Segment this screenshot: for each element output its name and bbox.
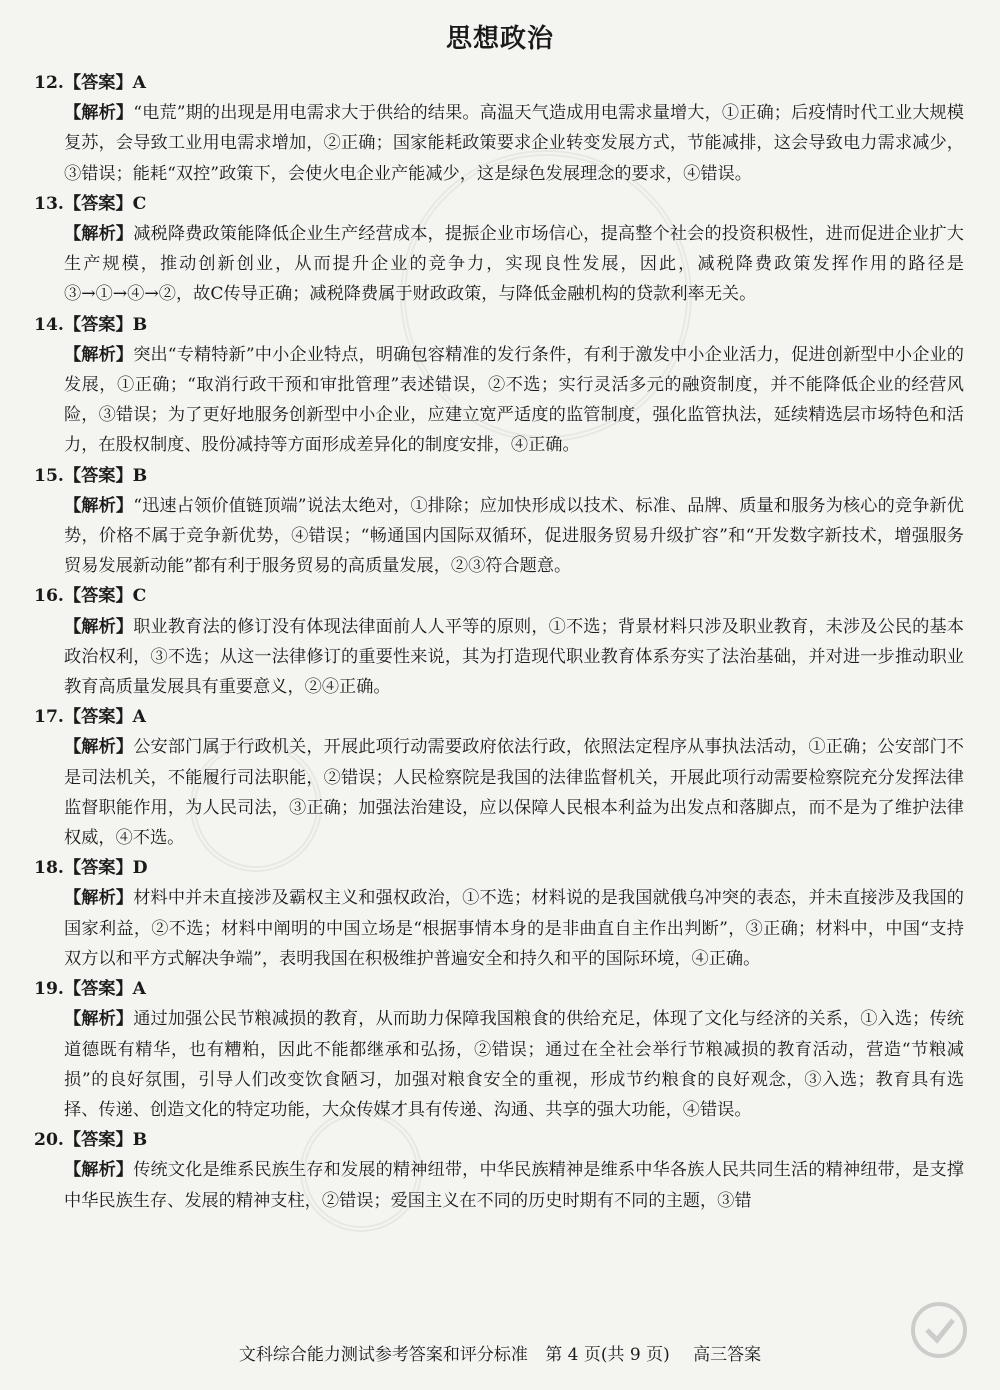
explanation-text: “迅速占领价值链顶端”说法太绝对，①排除；应加快形成以技术、标准、品牌、质量和服务为核心的竞争新优势，价格不属于竞争新优势，④错误；“畅通国内国际双循环，促进服务贸易升级扩容”和“开发数字新技术，增强服务贸易发展新动能”都有利于服务贸易的高质量发展，②③符合题意。 [64,495,964,577]
explanation-label: 【解析】 [64,495,134,516]
question-number: 18. [34,858,64,879]
answer-line [34,702,964,732]
question-number: 20. [34,1130,64,1151]
question-block [34,189,964,310]
answer-label: 【答案】 [63,73,133,93]
answer-label: 【答案】 [63,858,133,879]
answer-label: 【答案】 [63,979,133,1000]
question-number: 14. [34,314,64,335]
answer-label: 【答案】 [63,707,133,728]
answer-value: B [132,314,148,335]
explanation [34,883,964,974]
question-block [34,853,964,974]
explanation-text: 材料中并未直接涉及霸权主义和强权政治，①不选；材料说的是我国就俄乌冲突的表态，并未直接涉及我国的国家利益，②不选；材料中阐明的中国立场是“根据事情本身的是非曲直自主作出判断”，③正确；材料中，中国“支持双方以和平方式解决争端”，表明我国在积极维护普遍安全和持久和平的国际环境，④正确。 [64,888,964,969]
question-number: 12. [34,73,64,93]
answer-value: B [132,1130,148,1151]
explanation-label: 【解析】 [64,616,134,637]
explanation-text: 突出“专精特新”中小企业特点，明确包容精准的发行条件，有利于激发中小企业活力，促进创新型中小企业的发展，①正确；“取消行政干预和审批管理”表述错误，②不选；实行灵活多元的融资制度，并不能降低企业的经营风险，③错误；为了更好地服务创新型中小企业，应建立宽严适度的监管制度，强化监管执法，延续精选层市场特色和活力，在股权制度、股份减持等方面形成差异化的制度安排，④正确。 [64,344,964,456]
answer-label: 【答案】 [63,314,133,335]
answer-value: A [132,73,147,93]
question-number: 17. [34,707,64,728]
explanation [34,1155,964,1215]
explanation [34,340,964,461]
answer-value: A [132,707,147,728]
question-number: 13. [34,193,64,214]
answer-value: B [132,465,148,486]
explanation-label: 【解析】 [64,344,134,365]
answer-list [34,68,964,1216]
answer-value: D [132,858,148,879]
explanation [34,732,964,853]
answer-value: C [132,586,147,607]
question-block [34,974,964,1125]
explanation-text: “电荒”期的出现是用电需求大于供给的结果。高温天气造成用电需求量增大，①正确；后疫情时代工业大规模复苏，会导致工业用电需求增加，②正确；国家能耗政策要求企业转变发展方式，节能减排，这会导致电力需求减少，③错误；能耗“双控”政策下，会使火电企业产能减少，这是绿色发展理念的要求，④错误。 [64,103,964,184]
answer-line [34,189,964,219]
footer-page-info: 第 4 页(共 9 页) [545,1345,670,1365]
explanation-text: 传统文化是维系民族生存和发展的精神纽带，中华民族精神是维系中华各族人民共同生活的精神纽带，是支撑中华民族生存、发展的精神支柱，②错误；爱国主义在不同的历史时期有不同的主题，③错 [64,1160,964,1211]
corner-logo-icon [904,1300,974,1380]
explanation-text: 减税降费政策能降低企业生产经营成本，提振企业市场信心，提高整个社会的投资积极性，进而促进企业扩大生产规模，推动创新创业，从而提升企业的竞争力，实现良性发展，因此，减税降费政策发挥作用的路径是③→①→④→②，故C传导正确；减税降费属于财政政策，与降低金融机构的贷款利率无关。 [64,224,964,305]
answer-label: 【答案】 [63,193,133,214]
explanation-text: 公安部门属于行政机关，开展此项行动需要政府依法行政，依照法定程序从事执法活动，①正确；公安部门不是司法机关，不能履行司法职能，②错误；人民检察院是我国的法律监督机关，开展此项行动需要检察院充分发挥法律监督职能作用，为人民司法，③正确；加强法治建设，应以保障人民根本利益为出发点和落脚点，而不是为了维护法律权威，④不选。 [64,737,964,849]
explanation-label: 【解析】 [64,1160,134,1181]
answer-label: 【答案】 [63,586,133,607]
answer-label: 【答案】 [63,465,133,486]
question-block [34,461,964,582]
answer-line [34,581,964,611]
answer-line [34,461,964,491]
answer-line [34,1125,964,1155]
answer-line [34,310,964,340]
answer-line [34,853,964,883]
answer-line [34,68,964,98]
explanation [34,219,964,310]
answer-value: C [132,193,147,214]
question-block [34,1125,964,1216]
question-number: 15. [34,465,64,486]
explanation-text: 通过加强公民节粮减损的教育，从而助力保障我国粮食的供给充足，体现了文化与经济的关系，①入选；传统道德既有精华，也有糟粕，因此不能都继承和弘扬，②错误；通过在全社会举行节粮减损的教育活动，营造“节粮减损”的良好氛围，引导人们改变饮食陋习，加强对粮食安全的重视，形成节约粮食的良好观念，③入选；教育具有选择、传递、创造文化的特定功能，大众传媒才具有传递、沟通、共享的强大功能，④错误。 [64,1009,964,1120]
explanation-text: 职业教育法的修订没有体现法律面前人人平等的原则，①不选；背景材料只涉及职业教育，未涉及公民的基本政治权利，③不选；从这一法律修订的重要性来说，其为打造现代职业教育体系夯实了法治基础，并对进一步推动职业教育高质量发展具有重要意义，②④正确。 [64,616,964,698]
explanation-label: 【解析】 [64,1009,134,1030]
question-block [34,581,964,702]
page-title: 思想政治 [445,24,554,54]
answer-value: A [132,979,147,1000]
question-block [34,68,964,189]
question-number: 19. [34,979,64,1000]
page-footer [0,1340,1000,1365]
explanation-label: 【解析】 [64,888,134,909]
explanation-label: 【解析】 [64,103,134,124]
question-block [34,310,964,461]
question-block [34,702,964,853]
explanation [34,612,964,703]
explanation [34,1004,964,1125]
explanation [34,491,964,582]
explanation-label: 【解析】 [64,737,134,758]
answer-label: 【答案】 [63,1130,133,1151]
footer-text: 文科综合能力测试参考答案和评分标准 [238,1345,528,1365]
footer-tail: 高三答案 [693,1345,762,1365]
question-number: 16. [34,586,64,607]
explanation-label: 【解析】 [64,224,134,245]
explanation [34,98,964,189]
answer-line [34,974,964,1004]
